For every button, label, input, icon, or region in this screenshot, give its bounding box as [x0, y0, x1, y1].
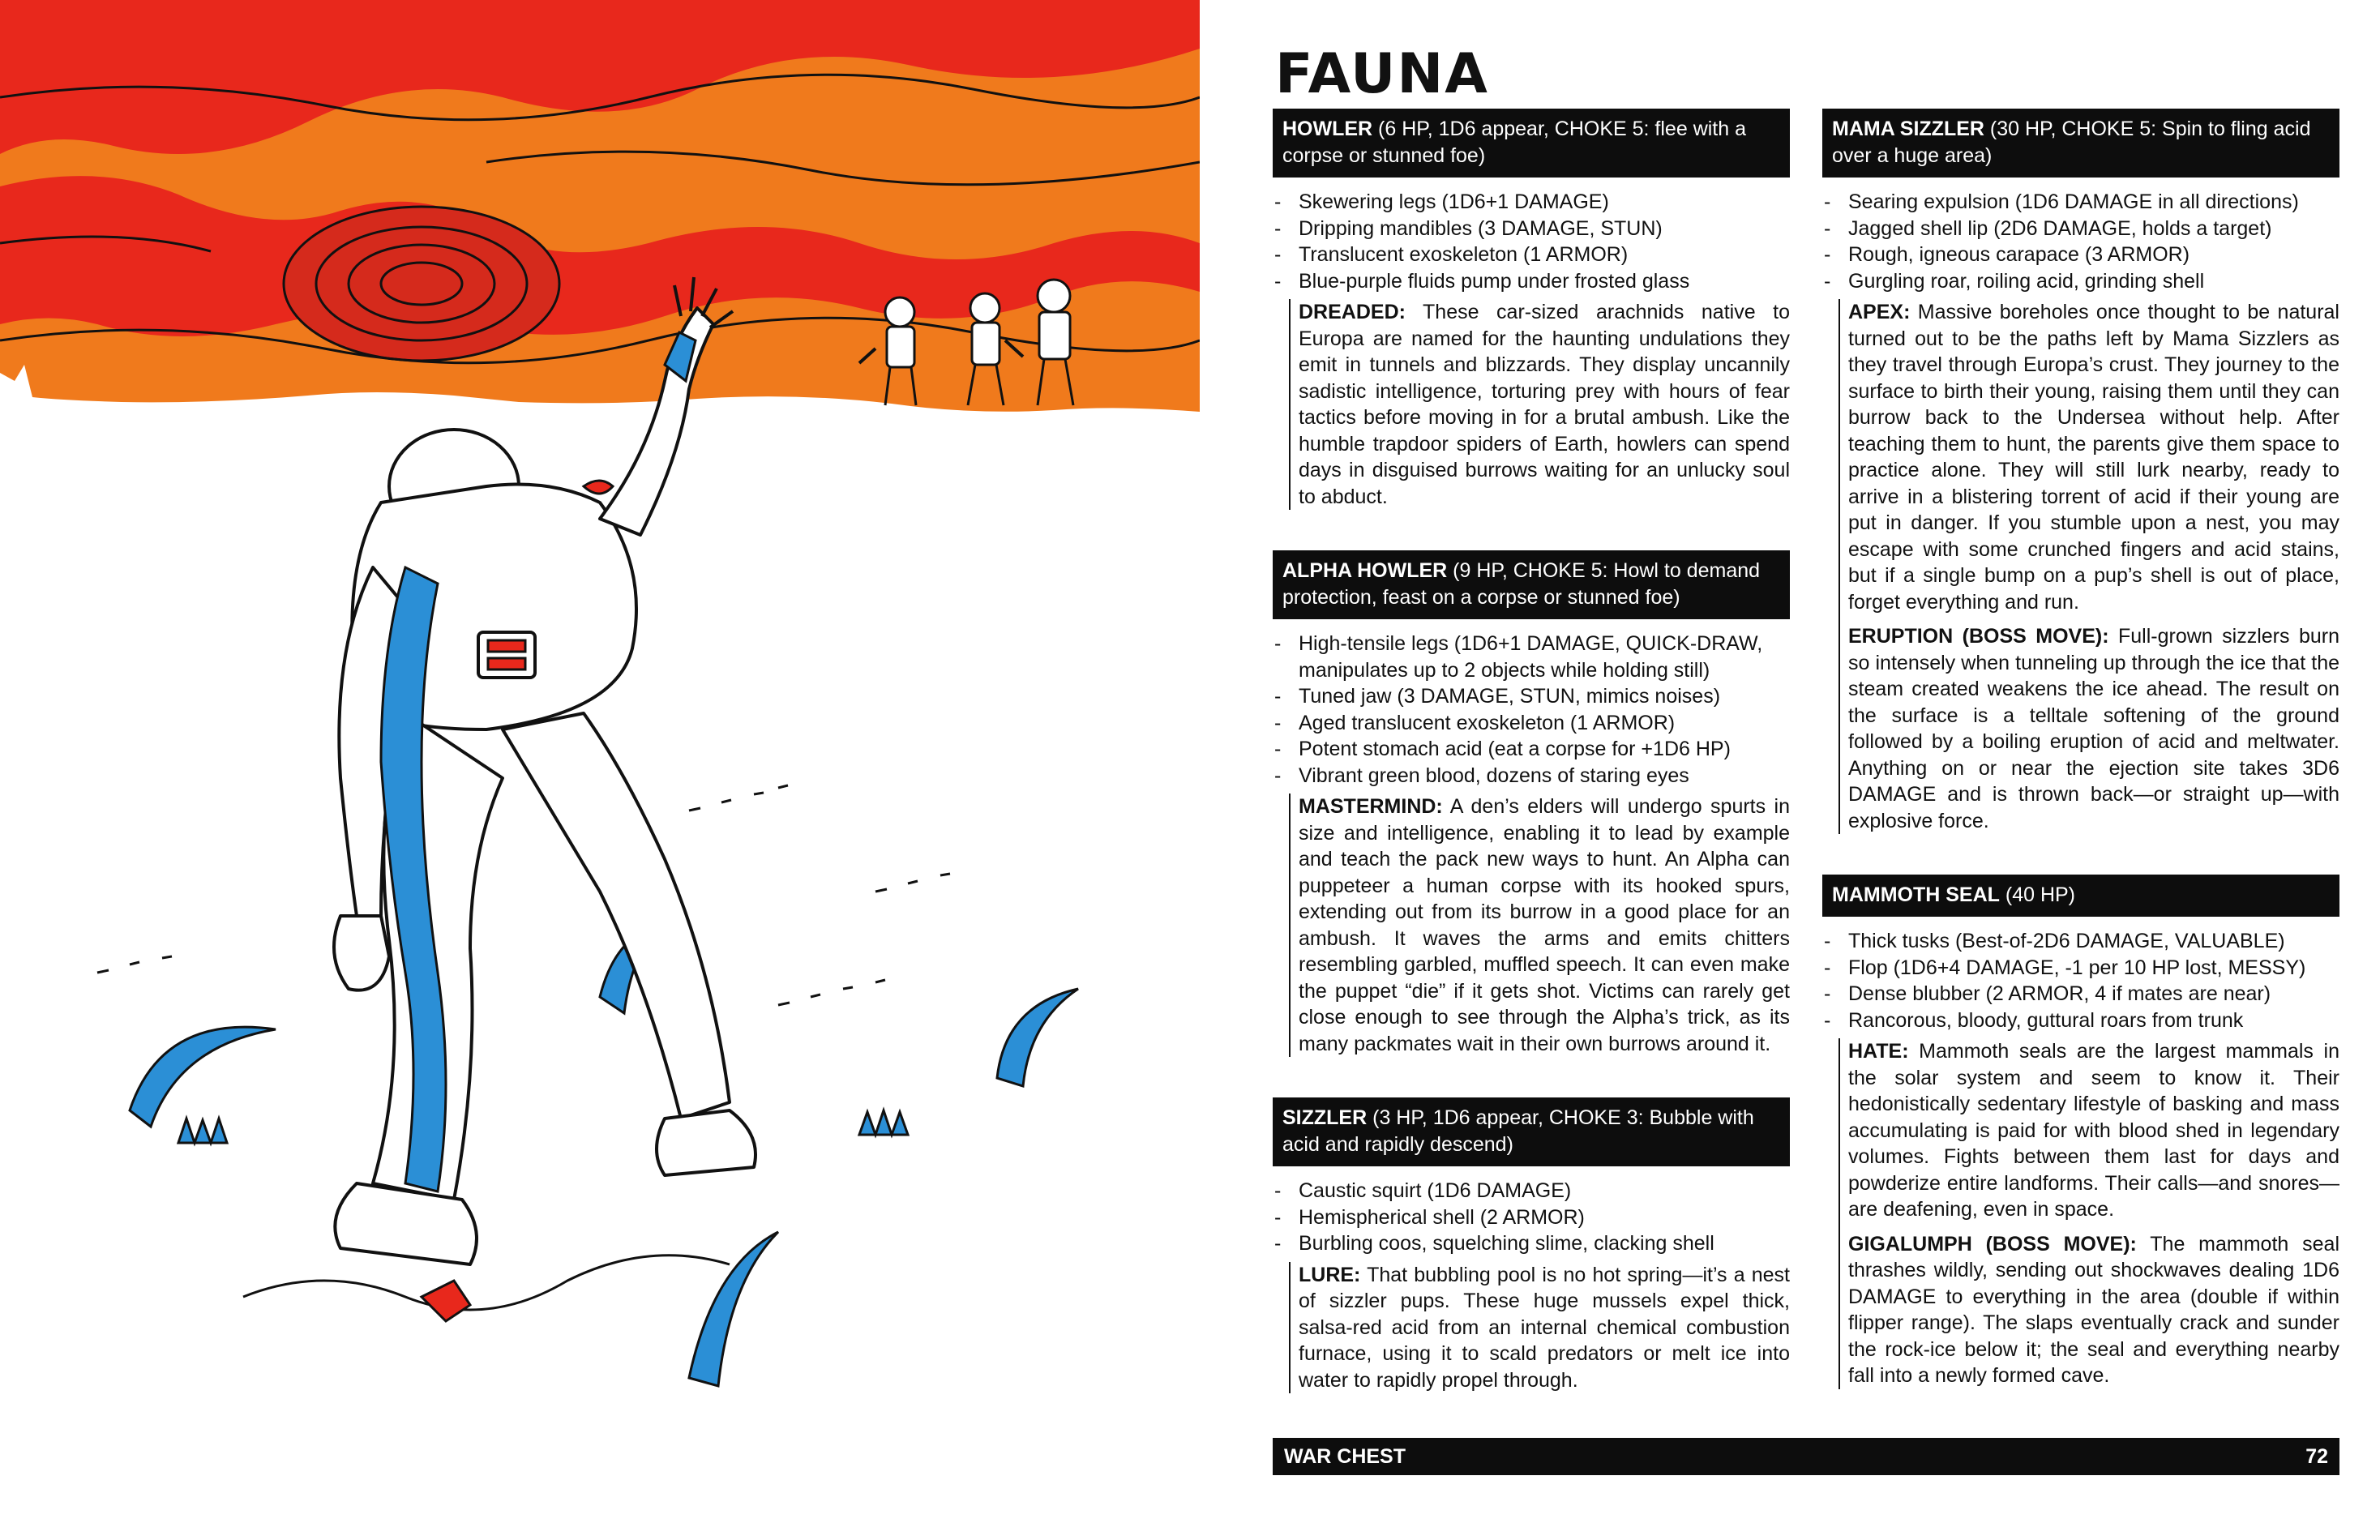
- paragraph-label: APEX:: [1848, 301, 1911, 323]
- creature-description: [1289, 1262, 1790, 1394]
- creature-block-mammoth-seal: [1822, 875, 2339, 1389]
- description-paragraph: ERUPTION (BOSS MOVE): Full-grown sizzlers burn so intensely when tunneling up through the ice that the steam created weakens the ice ahead. The result on the surface is a telltale softening of the ground followed by a boiling eruption of acid and meltwater. Anything on or near the ejection site takes 3D6 DAMAGE and is thrown back—or straight up—with explosive force.: [1848, 625, 2339, 832]
- creature-header: [1273, 550, 1790, 619]
- trait-item: - Gurgling roar, roiling acid, grinding shell: [1822, 268, 2339, 295]
- creature-traits: [1822, 189, 2339, 294]
- page-number: 72: [2305, 1445, 2328, 1468]
- page-title: FAUNA: [1275, 42, 1489, 106]
- trait-item: - Translucent exoskeleton (1 ARMOR): [1273, 242, 1790, 268]
- trait-item: - Flop (1D6+4 DAMAGE, -1 per 10 HP lost, MESSY): [1822, 955, 2339, 982]
- footer-book-title: WAR CHEST: [1284, 1445, 1406, 1468]
- trait-item: - Dense blubber (2 ARMOR, 4 if mates are near): [1822, 981, 2339, 1007]
- creature-name: ALPHA HOWLER: [1282, 559, 1448, 582]
- paragraph-label: MASTERMIND:: [1299, 795, 1443, 818]
- trait-item: - Tuned jaw (3 DAMAGE, STUN, mimics noises): [1273, 683, 1790, 710]
- creature-stats: (3 HP, 1D6 appear, CHOKE 3: Bubble with acid and rapidly descend): [1282, 1106, 1754, 1156]
- creature-header: [1273, 1097, 1790, 1166]
- column-right: [1822, 109, 2339, 1430]
- creature-description: [1289, 299, 1790, 510]
- trait-item: - Dripping mandibles (3 DAMAGE, STUN): [1273, 216, 1790, 242]
- paragraph-label: ERUPTION (BOSS MOVE):: [1848, 625, 2109, 648]
- text-page: [1200, 0, 2380, 1540]
- column-left: [1273, 109, 1790, 1434]
- description-paragraph: APEX: Massive boreholes once thought to be natural turned out to be the paths left by Mama Sizzlers as they travel through Europa’s crust. They journey to the surface to birth their young, raising them until they can burrow back to the Undersea without help. After teaching them to hunt, the parents give them space to practice alone. They will still lurk nearby, ready to arrive in a blistering torrent of acid if their young are put in danger. If you stumble upon a nest, you may escape with some crunched fingers and acid stains, but if a single bump on a pup’s shell is out of place, forget everything and run.: [1848, 301, 2339, 614]
- creature-block-sizzler: [1273, 1097, 1790, 1393]
- creature-header: [1822, 875, 2339, 917]
- paragraph-label: HATE:: [1848, 1040, 1909, 1063]
- description-paragraph: LURE: That bubbling pool is no hot spring—it’s a nest of sizzler pups. These huge mussels expel thick, salsa-red acid from an internal chemical combustion furnace, using it to scald predators or melt ice into water to rapidly propel through.: [1299, 1263, 1790, 1392]
- trait-item: - High-tensile legs (1D6+1 DAMAGE, QUICK-DRAW, manipulates up to 2 objects while holding still): [1273, 631, 1790, 683]
- trait-item: - Blue-purple fluids pump under frosted glass: [1273, 268, 1790, 295]
- description-paragraph: GIGALUMPH (BOSS MOVE): The mammoth seal thrashes wildly, sending out shockwaves dealing 1D6 DAMAGE to everything in the area (double if within flipper range). The slaps eventually crack and sunder the rock-ice below it; the seal and everything nearby fall into a newly formed cave.: [1848, 1232, 2340, 1387]
- paragraph-label: DREADED:: [1299, 301, 1406, 323]
- trait-item: - Aged translucent exoskeleton (1 ARMOR): [1273, 710, 1790, 737]
- creature-name: HOWLER: [1282, 118, 1373, 140]
- creature-traits: [1273, 1178, 1790, 1257]
- trait-item: - Caustic squirt (1D6 DAMAGE): [1273, 1178, 1790, 1204]
- creature-stats: (30 HP, CHOKE 5: Spin to fling acid over a huge area): [1832, 118, 2311, 167]
- paragraph-label: GIGALUMPH (BOSS MOVE):: [1848, 1232, 2137, 1256]
- creature-header: [1822, 109, 2339, 178]
- trait-item: - Potent stomach acid (eat a corpse for +1D6 HP): [1273, 736, 1790, 763]
- trait-item: - Rough, igneous carapace (3 ARMOR): [1822, 242, 2339, 268]
- paragraph-label: LURE:: [1299, 1263, 1361, 1286]
- creature-block-mama-sizzler: [1822, 109, 2339, 834]
- creature-name: MAMA SIZZLER: [1832, 118, 1984, 140]
- description-paragraph: HATE: Mammoth seals are the largest mammals in the solar system and seem to know it. Their hedonistically sedentary lifestyle of basking and mass accumulating is paid for with blood shed in legendary volumes. Fights between them last for days and powderize entire landforms. Their calls—and snores—are deafening, even in space.: [1848, 1040, 2339, 1221]
- creature-name: MAMMOTH SEAL: [1832, 883, 2000, 906]
- creature-description: [1839, 1038, 2339, 1389]
- trait-item: - Thick tusks (Best-of-2D6 DAMAGE, VALUABLE): [1822, 928, 2339, 955]
- page-footer: [1273, 1438, 2339, 1475]
- creature-name: SIZZLER: [1282, 1106, 1368, 1129]
- creature-traits: [1273, 631, 1790, 789]
- creature-block-alpha-howler: [1273, 550, 1790, 1057]
- creature-header: [1273, 109, 1790, 178]
- trait-item: - Rancorous, bloody, guttural roars from trunk: [1822, 1007, 2339, 1034]
- trait-item: - Burbling coos, squelching slime, clacking shell: [1273, 1230, 1790, 1257]
- creature-traits: [1822, 928, 2339, 1033]
- trait-item: - Skewering legs (1D6+1 DAMAGE): [1273, 189, 1790, 216]
- description-paragraph: DREADED: These car-sized arachnids native to Europa are named for the haunting undulations they emit in tunnels and blizzards. They display uncannily sadistic intelligence, torturing prey with hours of fear tactics before moving in for a brutal ambush. Like the humble trapdoor spiders of Earth, howlers can spend days in disguised burrows waiting for an unlucky soul to abduct.: [1299, 301, 1790, 508]
- trait-item: - Vibrant green blood, dozens of staring eyes: [1273, 763, 1790, 789]
- creature-traits: [1273, 189, 1790, 294]
- description-paragraph: MASTERMIND: A den’s elders will undergo spurts in size and intelligence, enabling it to lead by example and teach the pack new ways to hunt. An Alpha can puppeteer a human corpse with its hooked spurs, extending out from its burrow in a good place for an ambush. It waves the arms and emits chitters resembling garbled, muffled speech. It can even make the puppet “die” if it gets shot. Victims can rarely get close enough to see through the Alpha’s trick, as its many packmates wait in their own burrows around it.: [1299, 795, 1790, 1055]
- trait-item: - Searing expulsion (1D6 DAMAGE in all directions): [1822, 189, 2339, 216]
- creature-description: [1839, 299, 2339, 834]
- trait-item: - Jagged shell lip (2D6 DAMAGE, holds a target): [1822, 216, 2339, 242]
- creature-block-howler: [1273, 109, 1790, 510]
- creature-stats: (40 HP): [1999, 883, 2076, 906]
- trait-item: - Hemispherical shell (2 ARMOR): [1273, 1204, 1790, 1231]
- storm-sky-illustration: [0, 0, 1200, 412]
- creature-stats: (6 HP, 1D6 appear, CHOKE 5: flee with a corpse or stunned foe): [1282, 118, 1746, 167]
- alien-tendril-illustration: [130, 924, 1078, 1386]
- creature-description: [1289, 794, 1790, 1057]
- creature-stats: (9 HP, CHOKE 5: Howl to demand protection, feast on a corpse or stunned foe): [1282, 559, 1761, 609]
